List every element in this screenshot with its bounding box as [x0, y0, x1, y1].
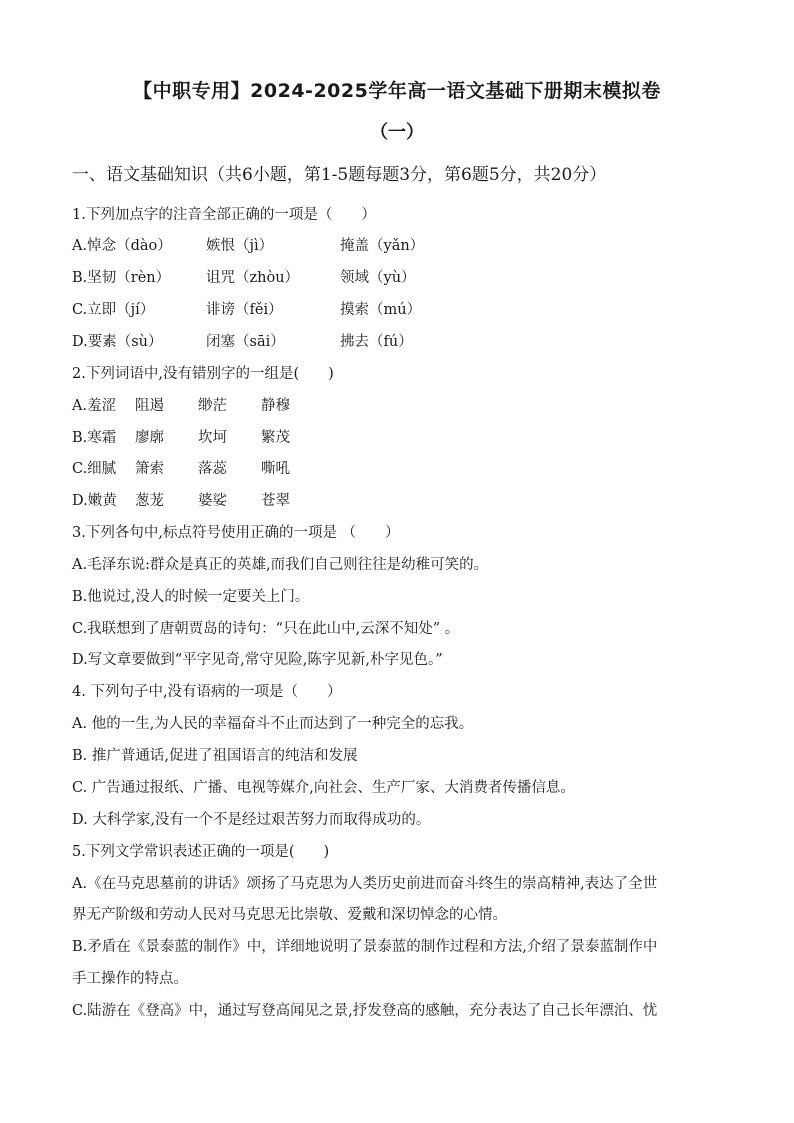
question-4-stem: 4. 下列句子中,没有语病的一项是（ ）: [72, 684, 342, 700]
question-2-stem: 2.下列词语中,没有错别字的一组是( ): [72, 366, 334, 382]
question-2-option-d: [72, 489, 290, 510]
question-1-option-b: [72, 266, 416, 287]
question-1-option-a: [72, 234, 424, 255]
option-word: 葱茏: [135, 493, 164, 509]
question-4-option-b: B. 推广普通话,促进了祖国语言的纯洁和发展: [72, 748, 358, 764]
question-3-option-c: C.我联想到了唐朝贾岛的诗句：“只在此山中,云深不知处” 。: [72, 621, 460, 637]
question-5-option-b-line2: 手工操作的特点。: [72, 971, 188, 987]
question-5-option-a-line1: A.《在马克思墓前的讲话》颂扬了马克思为人类历史前进而奋斗终生的崇高精神,表达了全世: [72, 876, 658, 892]
option-text: 领域（yù）: [340, 270, 416, 286]
question-1-stem: 1.下列加点字的注音全部正确的一项是（ ）: [72, 207, 376, 223]
question-3-option-a: A.毛泽东说:群众是真正的英雄,而我们自己则往往是幼稚可笑的。: [72, 557, 489, 573]
option-word: B.寒霜: [72, 430, 117, 446]
question-5-stem: 5.下列文学常识表述正确的一项是( ): [72, 844, 330, 860]
question-3-option-d: D.写文章要做到“平字见奇,常守见险,陈字见新,朴字见色。”: [72, 652, 443, 668]
option-text: 拂去（fú）: [340, 334, 413, 350]
option-text: 掩盖（yǎn）: [340, 238, 425, 254]
question-1-option-c: [72, 298, 421, 319]
option-word: D.嫩黄: [72, 493, 117, 509]
option-text: C.立即（jí）: [72, 302, 155, 318]
option-word: 苍翠: [261, 493, 290, 509]
question-2-option-b: [72, 426, 290, 447]
option-word: 落蕊: [198, 461, 227, 477]
question-4-option-d: D. 大科学家,没有一个不是经过艰苦努力而取得成功的。: [72, 812, 431, 828]
question-3-stem: 3.下列各句中,标点符号使用正确的一项是 （ ）: [72, 525, 400, 541]
option-word: 繁茂: [261, 430, 290, 446]
option-word: C.细腻: [72, 461, 117, 477]
question-4-option-a: A. 他的一生,为人民的幸福奋斗不止而达到了一种完全的忘我。: [72, 716, 474, 732]
page-subtitle: （一）: [370, 122, 424, 143]
option-word: 坎坷: [198, 430, 227, 446]
section-heading: 一、语文基础知识（共6小题，第1-5题每题3分，第6题5分，共20分）: [72, 165, 607, 185]
page-title: 【中职专用】2024-2025学年高一语文基础下册期末模拟卷: [133, 80, 661, 102]
option-word: 阻遏: [135, 398, 164, 414]
option-text: 嫉恨（jì）: [206, 238, 274, 254]
option-text: B.坚韧（rèn）: [72, 270, 171, 286]
option-word: 静穆: [261, 398, 290, 414]
option-word: A.羞涩: [72, 398, 117, 414]
question-2-option-a: [72, 394, 290, 415]
option-text: 摸索（mú）: [340, 302, 422, 318]
question-5-option-a-line2: 界无产阶级和劳动人民对马克思无比崇敬、爱戴和深切悼念的心情。: [72, 907, 507, 923]
question-3-option-b: B.他说过,没人的时候一定要关上门。: [72, 589, 310, 605]
option-text: A.悼念（dào）: [72, 238, 172, 254]
option-text: 诽谤（fěi）: [206, 302, 283, 318]
option-text: D.要素（sù）: [72, 334, 163, 350]
option-word: 缈茫: [198, 398, 227, 414]
question-1-option-d: [72, 330, 413, 351]
question-2-option-c: [72, 457, 290, 478]
question-5-option-c-line1: C.陆游在《登高》中，通过写登高闻见之景,抒发登高的感触，充分表达了自己长年漂泊、忧: [72, 1003, 658, 1019]
option-text: 闭塞（sāi）: [206, 334, 285, 350]
option-text: 诅咒（zhòu）: [206, 270, 300, 286]
question-5-option-b-line1: B.矛盾在《景泰蓝的制作》中，详细地说明了景泰蓝的制作过程和方法,介绍了景泰蓝制作中: [72, 939, 658, 955]
option-word: 嘶吼: [261, 461, 290, 477]
option-word: 箫索: [135, 461, 164, 477]
option-word: 婆娑: [198, 493, 227, 509]
option-word: 廖廓: [135, 430, 164, 446]
question-4-option-c: C. 广告通过报纸、广播、电视等媒介,向社会、生产厂家、大消费者传播信息。: [72, 780, 575, 796]
